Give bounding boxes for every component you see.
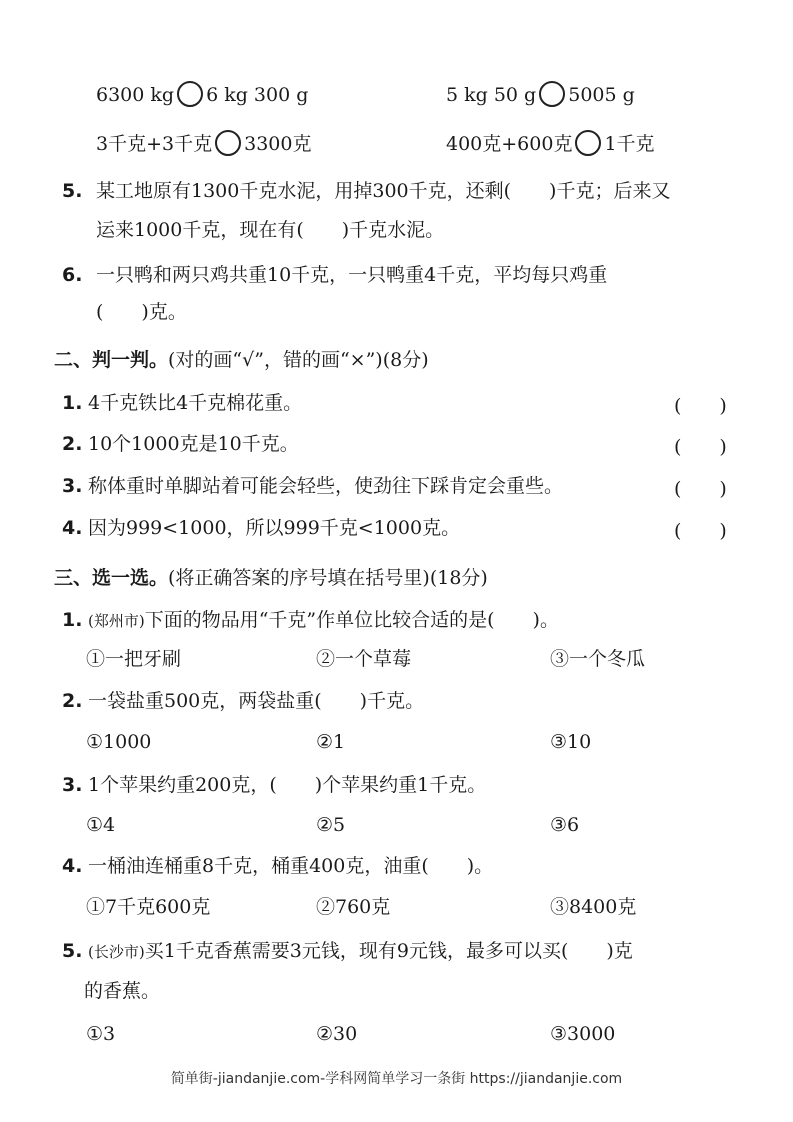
section-heading [54,565,488,591]
compare-row2-left [96,131,311,158]
question-text: 下面的物品用“千克”作单位比较合适的是( )。 [144,609,559,631]
compare-row1-left [96,82,308,109]
question-number: 2. [62,690,83,712]
option-2[interactable]: ②1 [316,731,346,753]
option-1[interactable]: ①7千克600克 [86,896,211,918]
option-3[interactable]: ③10 [550,731,592,753]
question-number: 3. [62,475,83,497]
question-text: 一袋盐重500克，两袋盐重( )千克。 [88,690,425,712]
compare-expr: 5 kg 50 g [446,84,537,106]
question-number: 5. [62,940,83,962]
answer-parens[interactable]: ( ) [674,436,727,458]
question-text: 称体重时单脚站着可能会轻些，使劲往下踩肯定会重些。 [88,475,564,497]
answer-circle[interactable] [215,130,241,156]
answer-parens[interactable]: ( ) [674,520,727,542]
option-2[interactable]: ②30 [316,1023,358,1045]
question-number: 3. [62,774,83,796]
compare-row2-right [446,131,655,158]
option-1[interactable]: ①4 [86,814,116,836]
question-text: 因为999<1000，所以999千克<1000克。 [88,517,461,539]
answer-circle[interactable] [177,81,203,107]
question-text: 一桶油连桶重8千克，桶重400克，油重( )。 [88,855,494,877]
answer-parens[interactable]: ( ) [674,395,727,417]
question-text: 10个1000克是10千克。 [88,433,299,455]
question-line [88,938,633,965]
compare-expr: 3300克 [244,133,312,155]
region-tag: (郑州市) [88,612,145,630]
compare-expr: 3千克+3千克 [96,133,213,155]
question-text: 某工地原有1300千克水泥，用掉300千克，还剩( )千克；后来又 [96,180,671,202]
question-text: ( )克。 [96,301,187,323]
option-3[interactable]: ③8400克 [550,896,637,918]
region-tag: (长沙市) [88,943,145,961]
answer-circle[interactable] [575,130,601,156]
compare-expr: 1千克 [604,133,655,155]
section-title: 三、选一选。 [54,567,169,589]
section-note: (将正确答案的序号填在括号里)(18分) [168,567,488,589]
question-text: 一只鸭和两只鸡共重10千克，一只鸭重4千克，平均每只鸡重 [96,264,608,286]
option-1[interactable]: ①1000 [86,731,152,753]
question-text: 1个苹果约重200克，( )个苹果约重1千克。 [88,774,487,796]
question-number: 6. [62,264,83,286]
option-2[interactable]: ②一个草莓 [316,648,412,670]
section-title: 二、判一判。 [54,349,169,371]
question-line [88,607,559,634]
section-note: (对的画“√”，错的画“×”)(8分) [168,349,429,371]
question-number: 5. [62,180,83,202]
question-number: 2. [62,433,83,455]
section-heading [54,347,429,373]
compare-expr: 400克+600克 [446,133,573,155]
question-number: 1. [62,392,83,414]
question-text: 运来1000千克，现在有( )千克水泥。 [96,219,445,241]
question-text: 买1千克香蕉需要3元钱，现有9元钱，最多可以买( )克 [144,940,633,962]
answer-circle[interactable] [539,81,565,107]
option-2[interactable]: ②760克 [316,896,391,918]
compare-row1-right [446,82,635,109]
compare-expr: 5005 g [568,84,635,106]
option-2[interactable]: ②5 [316,814,346,836]
answer-parens[interactable]: ( ) [674,478,727,500]
option-3[interactable]: ③一个冬瓜 [550,648,646,670]
question-number: 4. [62,517,83,539]
option-3[interactable]: ③6 [550,814,580,836]
page-footer: 简单街-jiandanjie.com-学科网简单学习一条街 https://jiandanjie.com [170,1071,623,1087]
option-1[interactable]: ①一把牙刷 [86,648,182,670]
compare-expr: 6300 kg [96,84,175,106]
question-text: 4千克铁比4千克棉花重。 [88,392,303,414]
compare-expr: 6 kg 300 g [206,84,309,106]
question-number: 4. [62,855,83,877]
option-3[interactable]: ③3000 [550,1023,616,1045]
question-number: 1. [62,609,83,631]
option-1[interactable]: ①3 [86,1023,116,1045]
question-text: 的香蕉。 [84,980,161,1002]
